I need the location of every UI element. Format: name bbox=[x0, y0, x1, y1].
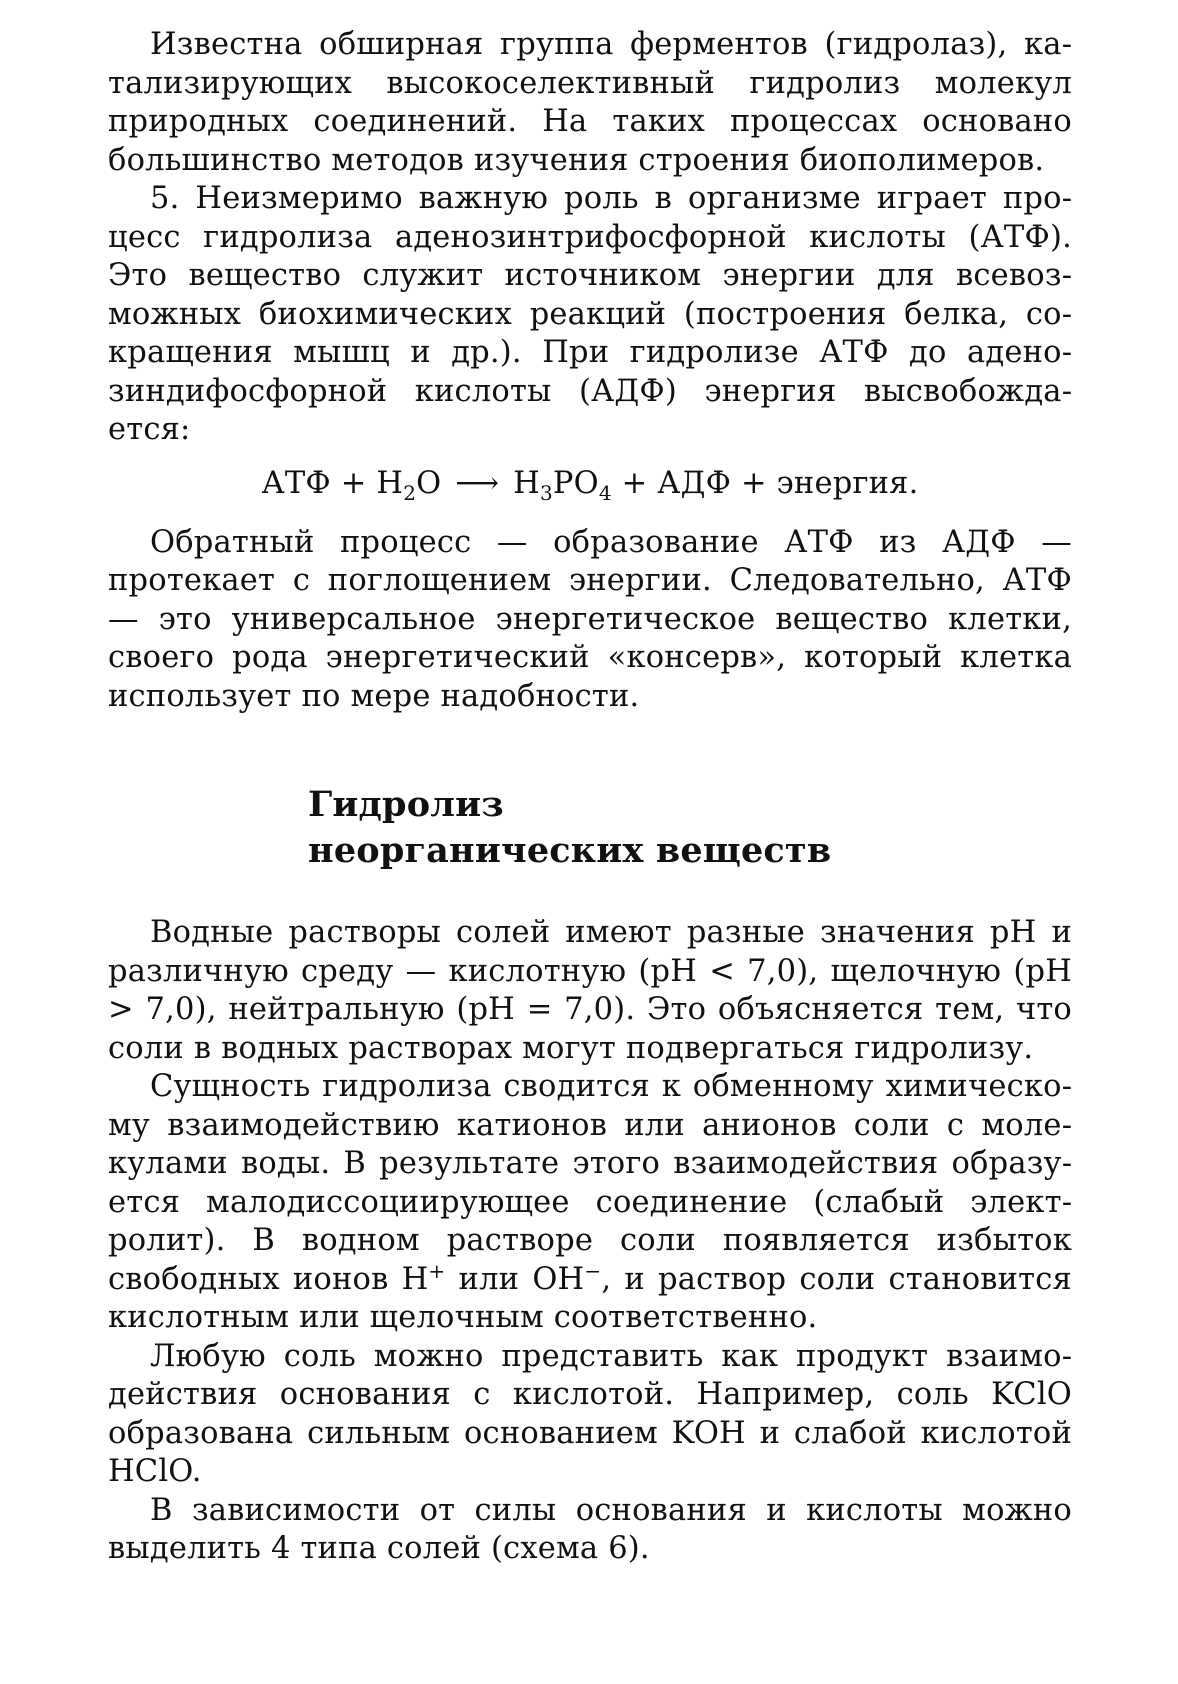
paragraph-hydrolases: Известна обширная группа ферментов (гидролаз), катализирующих высокоселективный гидролиз молекул природных соединений. На таких процессах основано большинство методов изучения строения биополимеров. bbox=[108, 27, 1072, 178]
equation-rhs-part3: + АДФ + энергия. bbox=[611, 465, 919, 501]
reaction-arrow: ⟶ bbox=[455, 465, 500, 501]
section-heading bbox=[108, 782, 1072, 874]
paragraph-salt-as-product: Любую соль можно представить как продукт взаимодействия основания с кислотой. Например, соль KClO образована сильным основанием KOH и слабой кислотой HClO. bbox=[108, 1338, 1072, 1489]
atp-hydrolysis-equation bbox=[108, 464, 1072, 504]
hydroxide-ion-charge: − bbox=[584, 1258, 602, 1283]
hydrolysis-essence-text3: , и раствор соли становится кислотным или щелочным соответственно. bbox=[108, 1261, 1072, 1335]
hydrolysis-essence-text1: Сущность гидролиза сводится к обменному химическому взаимодействию катионов или анионов соли с молекулами воды. В результате этого взаимодействия образуется малодиссоциирующее соединение (слабый электролит). В водном растворе соли появляется избыток свободных ионов H bbox=[108, 1069, 1072, 1297]
equation-rhs-subscript2: 4 bbox=[598, 480, 612, 505]
equation-lhs-subscript: 2 bbox=[403, 480, 417, 505]
paragraph-atp-role: 5. Неизмеримо важную роль в организме играет процесс гидролиза аденозинтрифосфорной кислоты (АТФ). Это вещество служит источником энергии для всевозможных биохимических реакций (построения белка, сокращения мышц и др.). При гидролизе АТФ до аденозиндифосфорной кислоты (АДФ) энергия высвобождается: bbox=[108, 181, 1072, 447]
paragraph-salt-ph: Водные растворы солей имеют разные значения pH и различную среду — кислотную (pH < 7,0), щелочную (pH > 7,0), нейтральную (pH = 7,0). Это объясняется тем, что соли в водных растворах могут подвергаться гидролизу. bbox=[108, 915, 1072, 1066]
section-heading-line2: неорганических веществ bbox=[308, 830, 832, 871]
section-heading-line1: Гидролиз bbox=[308, 784, 504, 825]
paragraph-hydrolysis-essence bbox=[108, 1068, 1072, 1338]
equation-lhs-part2: O bbox=[416, 465, 442, 501]
equation-rhs-subscript1: 3 bbox=[539, 480, 553, 505]
text-column bbox=[108, 26, 1072, 1569]
equation-lhs-part1: АТФ + H bbox=[261, 465, 404, 501]
hydrogen-ion-charge: + bbox=[428, 1258, 446, 1283]
equation-rhs-part1: H bbox=[513, 465, 540, 501]
equation-rhs-part2: PO bbox=[552, 465, 599, 501]
hydrolysis-essence-text2: или OH bbox=[445, 1261, 585, 1297]
paragraph-reverse-process: Обратный процесс — образование АТФ из АДФ — протекает с поглощением энергии. Следовательно, АТФ — это универсальное энергетическое вещество клетки, своего рода энергетический «консерв», который клетка использует по мере надобности. bbox=[108, 524, 1072, 714]
paragraph-salt-types: В зависимости от силы основания и кислоты можно выделить 4 типа солей (схема 6). bbox=[108, 1492, 1072, 1566]
